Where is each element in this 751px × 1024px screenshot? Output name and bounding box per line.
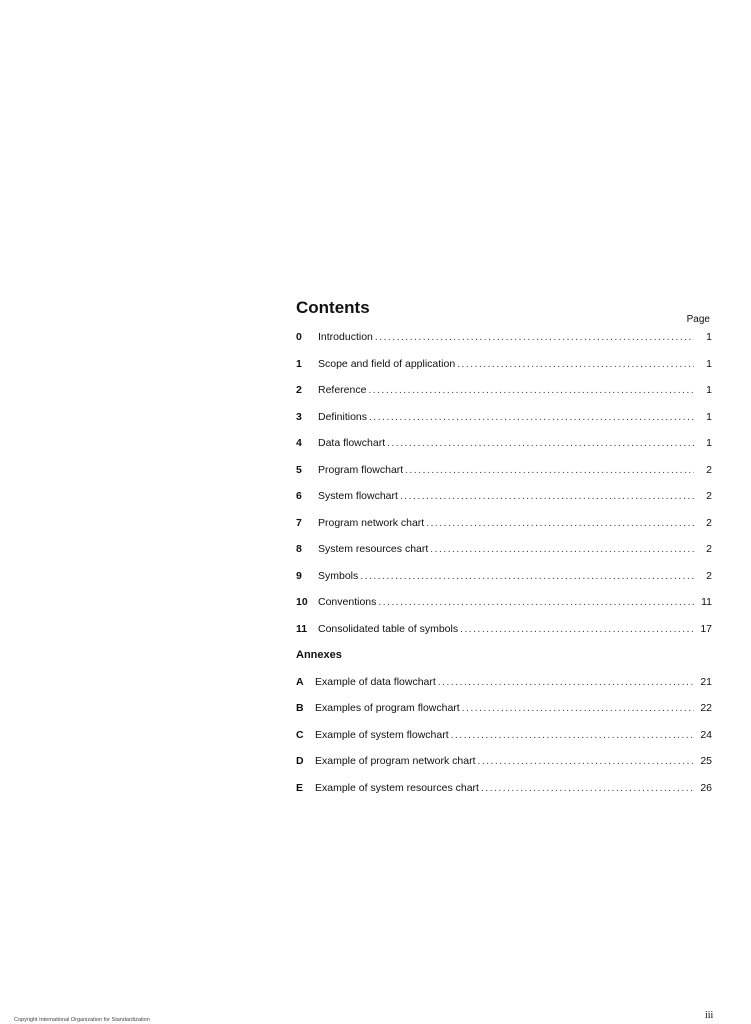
toc-entry[interactable] <box>296 589 712 616</box>
annex-entry[interactable] <box>296 669 712 696</box>
dot-leader <box>426 510 694 538</box>
annex-label: Example of system flowchart <box>315 728 449 741</box>
toc-entry-number: 7 <box>296 516 302 529</box>
dot-leader <box>430 536 694 564</box>
toc-entry-label: Reference <box>318 384 367 396</box>
toc-entry-number: 6 <box>296 490 302 502</box>
annexes-heading: Annexes <box>296 649 342 661</box>
toc-entry-label: Program flowchart <box>318 463 404 476</box>
toc-entry-page: 2 <box>706 516 712 529</box>
dot-leader <box>451 722 694 750</box>
toc-entry-number: 5 <box>296 463 302 476</box>
toc-entry-label: Symbols <box>318 569 359 582</box>
toc-entry-number: 8 <box>296 543 302 555</box>
toc-entry-page: 2 <box>706 463 712 476</box>
toc-entry-page: 2 <box>706 543 712 555</box>
toc-entry-number: 9 <box>296 569 302 582</box>
toc-entry[interactable] <box>296 616 712 643</box>
toc-entry[interactable] <box>296 510 712 537</box>
toc-entry-page: 1 <box>706 410 712 423</box>
toc-entry-label: Introduction <box>318 331 373 343</box>
annex-letter: D <box>296 755 304 767</box>
toc-entry-label: Consolidated table of symbols <box>318 622 459 635</box>
dot-leader <box>460 616 694 644</box>
contents-list <box>296 324 712 801</box>
dot-leader <box>375 324 694 352</box>
toc-entry-number: 1 <box>296 357 302 370</box>
dot-leader <box>457 351 694 379</box>
dot-leader <box>405 457 694 485</box>
toc-entry-label: Conventions <box>318 596 377 608</box>
toc-entry[interactable] <box>296 430 712 457</box>
table-of-contents <box>296 296 712 797</box>
annex-entry[interactable] <box>296 722 712 749</box>
dot-leader <box>369 404 694 432</box>
toc-entry-page: 1 <box>706 384 712 396</box>
toc-entry-page: 2 <box>706 569 712 582</box>
dot-leader <box>400 483 694 511</box>
toc-entry[interactable] <box>296 483 712 510</box>
dot-leader <box>387 430 694 458</box>
toc-entry-label: Definitions <box>318 410 368 423</box>
toc-entry-label: System resources chart <box>318 543 429 555</box>
annex-page: 24 <box>700 728 712 741</box>
dot-leader <box>462 695 694 723</box>
toc-entry-page: 1 <box>706 357 712 370</box>
toc-entry[interactable] <box>296 377 712 404</box>
annex-letter: E <box>296 781 304 794</box>
annex-entry[interactable] <box>296 748 712 775</box>
toc-entry[interactable] <box>296 404 712 431</box>
annex-letter: B <box>296 702 304 714</box>
annex-page: 26 <box>700 781 712 794</box>
dot-leader <box>368 377 694 405</box>
toc-entry-page: 2 <box>706 490 712 502</box>
toc-entry-number: 0 <box>296 331 302 343</box>
toc-entry[interactable] <box>296 563 712 590</box>
toc-entry[interactable] <box>296 351 712 378</box>
toc-entry-page: 1 <box>706 331 712 343</box>
annex-letter: A <box>296 675 304 688</box>
copyright-notice: Copyright International Organization for Standardization <box>14 1017 150 1023</box>
annex-entry[interactable] <box>296 695 712 722</box>
annex-letter: C <box>296 728 304 741</box>
toc-entry[interactable] <box>296 324 712 351</box>
toc-entry-label: System flowchart <box>318 490 398 502</box>
dot-leader <box>438 669 694 697</box>
toc-entry-label: Scope and field of application <box>318 357 456 370</box>
toc-entry-number: 2 <box>296 384 302 396</box>
annex-label: Example of program network chart <box>315 755 476 767</box>
toc-entry-label: Data flowchart <box>318 437 386 449</box>
dot-leader <box>481 775 694 803</box>
toc-entry-number: 4 <box>296 437 302 449</box>
annex-label: Example of system resources chart <box>315 781 479 794</box>
annex-page: 22 <box>700 702 712 714</box>
toc-entry[interactable] <box>296 536 712 563</box>
toc-entry-label: Program network chart <box>318 516 425 529</box>
annex-entry[interactable] <box>296 775 712 802</box>
dot-leader <box>360 563 694 591</box>
annex-label: Example of data flowchart <box>315 675 436 688</box>
annex-page: 21 <box>700 675 712 688</box>
dot-leader <box>378 589 694 617</box>
toc-entry-number: 11 <box>296 622 308 635</box>
toc-entry-number: 10 <box>296 596 308 608</box>
toc-entry-page: 11 <box>701 596 712 608</box>
page-column-label: Page <box>686 314 710 325</box>
toc-entry-page: 1 <box>706 437 712 449</box>
dot-leader <box>477 748 694 776</box>
annex-label: Examples of program flowchart <box>315 702 460 714</box>
toc-entry-number: 3 <box>296 410 302 423</box>
page-number: iii <box>705 1010 714 1021</box>
contents-title: Contents <box>296 298 370 317</box>
toc-entry[interactable] <box>296 457 712 484</box>
annex-page: 25 <box>700 755 712 767</box>
toc-entry-page: 17 <box>700 622 712 635</box>
